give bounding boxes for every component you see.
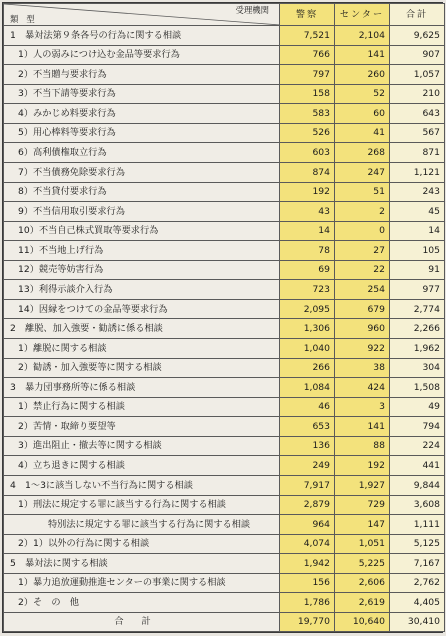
table-row bbox=[4, 554, 445, 574]
row-center: 0 bbox=[335, 221, 390, 241]
row-police: 46 bbox=[280, 397, 335, 417]
row-total: 49 bbox=[390, 397, 445, 417]
row-total: 977 bbox=[390, 280, 445, 300]
row-police: 1,084 bbox=[280, 378, 335, 398]
table-row bbox=[4, 495, 445, 515]
row-center: 2,104 bbox=[335, 26, 390, 46]
row-total: 643 bbox=[390, 104, 445, 124]
table-row bbox=[4, 397, 445, 417]
total-sum: 30,410 bbox=[390, 613, 445, 632]
row-total: 441 bbox=[390, 456, 445, 476]
row-label: 5）用心棒料等要求行為 bbox=[4, 123, 280, 143]
table-row bbox=[4, 123, 445, 143]
row-total: 2,762 bbox=[390, 573, 445, 593]
table-row bbox=[4, 534, 445, 554]
row-total: 3,608 bbox=[390, 495, 445, 515]
row-total: 4,405 bbox=[390, 593, 445, 613]
table-row bbox=[4, 417, 445, 437]
row-total: 794 bbox=[390, 417, 445, 437]
row-total: 9,625 bbox=[390, 26, 445, 46]
row-center: 52 bbox=[335, 84, 390, 104]
row-total: 2,266 bbox=[390, 319, 445, 339]
row-police: 69 bbox=[280, 260, 335, 280]
row-label: 9）不当信用取引要求行為 bbox=[4, 202, 280, 222]
table-row bbox=[4, 456, 445, 476]
table-row bbox=[4, 45, 445, 65]
row-center: 147 bbox=[335, 515, 390, 535]
row-total: 45 bbox=[390, 202, 445, 222]
row-total: 14 bbox=[390, 221, 445, 241]
row-total: 224 bbox=[390, 436, 445, 456]
row-center: 254 bbox=[335, 280, 390, 300]
row-center: 729 bbox=[335, 495, 390, 515]
row-label: 4 1～3に該当しない不当行為に関する相談 bbox=[4, 475, 280, 495]
table-row bbox=[4, 84, 445, 104]
header-type-label: 類型 bbox=[10, 13, 43, 24]
row-center: 922 bbox=[335, 339, 390, 359]
table-row bbox=[4, 104, 445, 124]
row-total: 7,167 bbox=[390, 554, 445, 574]
row-total: 1,111 bbox=[390, 515, 445, 535]
total-label: 合計 bbox=[4, 613, 280, 632]
table-row bbox=[4, 65, 445, 85]
row-center: 141 bbox=[335, 45, 390, 65]
row-police: 1,040 bbox=[280, 339, 335, 359]
row-center: 2 bbox=[335, 202, 390, 222]
row-label: 7）不当債務免除要求行為 bbox=[4, 162, 280, 182]
row-center: 679 bbox=[335, 299, 390, 319]
row-center: 260 bbox=[335, 65, 390, 85]
row-center: 27 bbox=[335, 241, 390, 261]
row-total: 1,121 bbox=[390, 162, 445, 182]
table-row bbox=[4, 436, 445, 456]
row-total: 105 bbox=[390, 241, 445, 261]
row-center: 2,619 bbox=[335, 593, 390, 613]
row-police: 7,521 bbox=[280, 26, 335, 46]
row-police: 192 bbox=[280, 182, 335, 202]
row-label: 特別法に規定する罪に該当する行為に関する相談 bbox=[4, 515, 280, 535]
row-police: 2,095 bbox=[280, 299, 335, 319]
consultation-table bbox=[3, 3, 445, 632]
header-center: センター bbox=[335, 4, 390, 26]
header-total: 合計 bbox=[390, 4, 445, 26]
row-center: 51 bbox=[335, 182, 390, 202]
row-center: 247 bbox=[335, 162, 390, 182]
row-police: 158 bbox=[280, 84, 335, 104]
table-row bbox=[4, 358, 445, 378]
row-center: 268 bbox=[335, 143, 390, 163]
row-label: 13）利得示談介入行為 bbox=[4, 280, 280, 300]
row-center: 960 bbox=[335, 319, 390, 339]
row-label: 14）因縁をつけての金品等要求行為 bbox=[4, 299, 280, 319]
row-center: 60 bbox=[335, 104, 390, 124]
row-police: 797 bbox=[280, 65, 335, 85]
row-label: 2）不当贈与要求行為 bbox=[4, 65, 280, 85]
row-label: 1）禁止行為に関する相談 bbox=[4, 397, 280, 417]
table-row bbox=[4, 593, 445, 613]
table-row bbox=[4, 26, 445, 46]
table-row bbox=[4, 241, 445, 261]
row-total: 871 bbox=[390, 143, 445, 163]
row-label: 11）不当地上げ行為 bbox=[4, 241, 280, 261]
row-label: 1）暴力追放運動推進センターの事業に関する相談 bbox=[4, 573, 280, 593]
row-police: 156 bbox=[280, 573, 335, 593]
table-row bbox=[4, 339, 445, 359]
table-row bbox=[4, 202, 445, 222]
row-center: 88 bbox=[335, 436, 390, 456]
table-row bbox=[4, 143, 445, 163]
row-total: 9,844 bbox=[390, 475, 445, 495]
row-label: 1）人の弱みにつけ込む金品等要求行為 bbox=[4, 45, 280, 65]
row-label: 5 暴対法に関する相談 bbox=[4, 554, 280, 574]
row-total: 1,057 bbox=[390, 65, 445, 85]
row-police: 249 bbox=[280, 456, 335, 476]
row-label: 1）刑法に規定する罪に該当する行為に関する相談 bbox=[4, 495, 280, 515]
row-center: 141 bbox=[335, 417, 390, 437]
row-center: 41 bbox=[335, 123, 390, 143]
row-total: 1,962 bbox=[390, 339, 445, 359]
table-row bbox=[4, 573, 445, 593]
row-police: 7,917 bbox=[280, 475, 335, 495]
row-total: 1,508 bbox=[390, 378, 445, 398]
row-label: 2）苦情・取締り要望等 bbox=[4, 417, 280, 437]
row-police: 766 bbox=[280, 45, 335, 65]
table-row bbox=[4, 319, 445, 339]
row-police: 4,074 bbox=[280, 534, 335, 554]
row-center: 1,927 bbox=[335, 475, 390, 495]
header-row bbox=[4, 4, 445, 26]
row-center: 1,051 bbox=[335, 534, 390, 554]
row-police: 874 bbox=[280, 162, 335, 182]
row-label: 1 暴対法第９条各号の行為に関する相談 bbox=[4, 26, 280, 46]
row-label: 8）不当貸付要求行為 bbox=[4, 182, 280, 202]
row-label: 2）1）以外の行為に関する相談 bbox=[4, 534, 280, 554]
row-total: 91 bbox=[390, 260, 445, 280]
row-police: 136 bbox=[280, 436, 335, 456]
header-agency-label: 受理機関 bbox=[235, 5, 269, 15]
row-total: 907 bbox=[390, 45, 445, 65]
table-row bbox=[4, 182, 445, 202]
row-police: 653 bbox=[280, 417, 335, 437]
row-police: 43 bbox=[280, 202, 335, 222]
row-center: 424 bbox=[335, 378, 390, 398]
row-label: 10）不当自己株式買取等要求行為 bbox=[4, 221, 280, 241]
row-police: 964 bbox=[280, 515, 335, 535]
table-row bbox=[4, 280, 445, 300]
diagonal-header-cell bbox=[4, 4, 280, 26]
table-row bbox=[4, 221, 445, 241]
row-total: 304 bbox=[390, 358, 445, 378]
row-label: 2 離脱、加入強要・勧誘に係る相談 bbox=[4, 319, 280, 339]
row-total: 2,774 bbox=[390, 299, 445, 319]
row-total: 567 bbox=[390, 123, 445, 143]
row-total: 5,125 bbox=[390, 534, 445, 554]
row-label: 2）そ の 他 bbox=[4, 593, 280, 613]
table-row bbox=[4, 515, 445, 535]
row-label: 6）高利債権取立行為 bbox=[4, 143, 280, 163]
row-center: 5,225 bbox=[335, 554, 390, 574]
row-center: 2,606 bbox=[335, 573, 390, 593]
table-row bbox=[4, 162, 445, 182]
row-police: 1,306 bbox=[280, 319, 335, 339]
row-police: 526 bbox=[280, 123, 335, 143]
row-label: 2）勧誘・加入強要等に関する相談 bbox=[4, 358, 280, 378]
table-body bbox=[4, 26, 445, 613]
table-row bbox=[4, 475, 445, 495]
row-label: 3 暴力団事務所等に係る相談 bbox=[4, 378, 280, 398]
total-police: 19,770 bbox=[280, 613, 335, 632]
row-police: 723 bbox=[280, 280, 335, 300]
row-police: 14 bbox=[280, 221, 335, 241]
table-row bbox=[4, 299, 445, 319]
row-label: 3）進出阻止・撤去等に関する相談 bbox=[4, 436, 280, 456]
row-police: 2,879 bbox=[280, 495, 335, 515]
row-total: 210 bbox=[390, 84, 445, 104]
row-center: 3 bbox=[335, 397, 390, 417]
row-police: 583 bbox=[280, 104, 335, 124]
table-row bbox=[4, 378, 445, 398]
row-label: 4）みかじめ料要求行為 bbox=[4, 104, 280, 124]
row-police: 1,786 bbox=[280, 593, 335, 613]
header-police: 警察 bbox=[280, 4, 335, 26]
total-center: 10,640 bbox=[335, 613, 390, 632]
statistics-table-sheet bbox=[2, 2, 443, 633]
row-police: 603 bbox=[280, 143, 335, 163]
row-center: 22 bbox=[335, 260, 390, 280]
row-label: 12）競売等妨害行為 bbox=[4, 260, 280, 280]
row-police: 1,942 bbox=[280, 554, 335, 574]
row-police: 78 bbox=[280, 241, 335, 261]
row-center: 38 bbox=[335, 358, 390, 378]
row-label: 3）不当下請等要求行為 bbox=[4, 84, 280, 104]
row-label: 4）立ち退きに関する相談 bbox=[4, 456, 280, 476]
row-center: 192 bbox=[335, 456, 390, 476]
row-total: 243 bbox=[390, 182, 445, 202]
row-police: 266 bbox=[280, 358, 335, 378]
total-row bbox=[4, 613, 445, 632]
row-label: 1）離脱に関する相談 bbox=[4, 339, 280, 359]
table-row bbox=[4, 260, 445, 280]
